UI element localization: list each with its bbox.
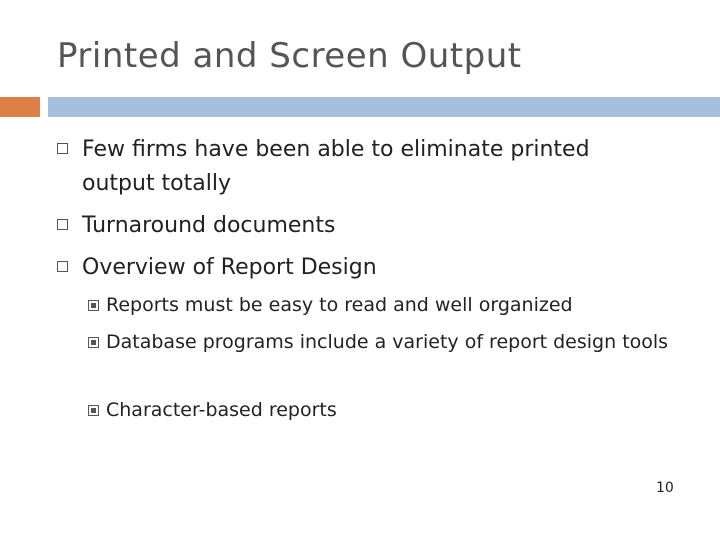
sub-bullet-item (106, 290, 686, 321)
filled-square-bullet-icon (88, 300, 99, 311)
bullet-item (82, 251, 642, 285)
slide-title: Printed and Screen Output (57, 36, 522, 76)
bullet-text: Few firms have been able to eliminate printed output totally (82, 137, 590, 196)
sub-bullet-text: Reports must be easy to read and well organized (106, 294, 573, 316)
sub-bullet-item (106, 327, 686, 358)
bullet-item (82, 133, 642, 201)
bullet-text: Overview of Report Design (82, 255, 377, 280)
hollow-square-bullet-icon (57, 219, 68, 230)
bullet-text: Turnaround documents (82, 213, 336, 238)
bullet-item (82, 209, 642, 243)
title-rule (48, 97, 720, 117)
filled-square-bullet-icon (88, 337, 99, 348)
filled-square-bullet-icon (88, 405, 99, 416)
hollow-square-bullet-icon (57, 143, 68, 154)
title-rule-accent (0, 97, 40, 117)
sub-bullet-text: Database programs include a variety of report design tools (106, 331, 669, 353)
page-number: 10 (656, 480, 674, 496)
sub-bullet-item (106, 395, 686, 426)
sub-bullet-text: Character-based reports (106, 399, 337, 421)
hollow-square-bullet-icon (57, 261, 68, 272)
